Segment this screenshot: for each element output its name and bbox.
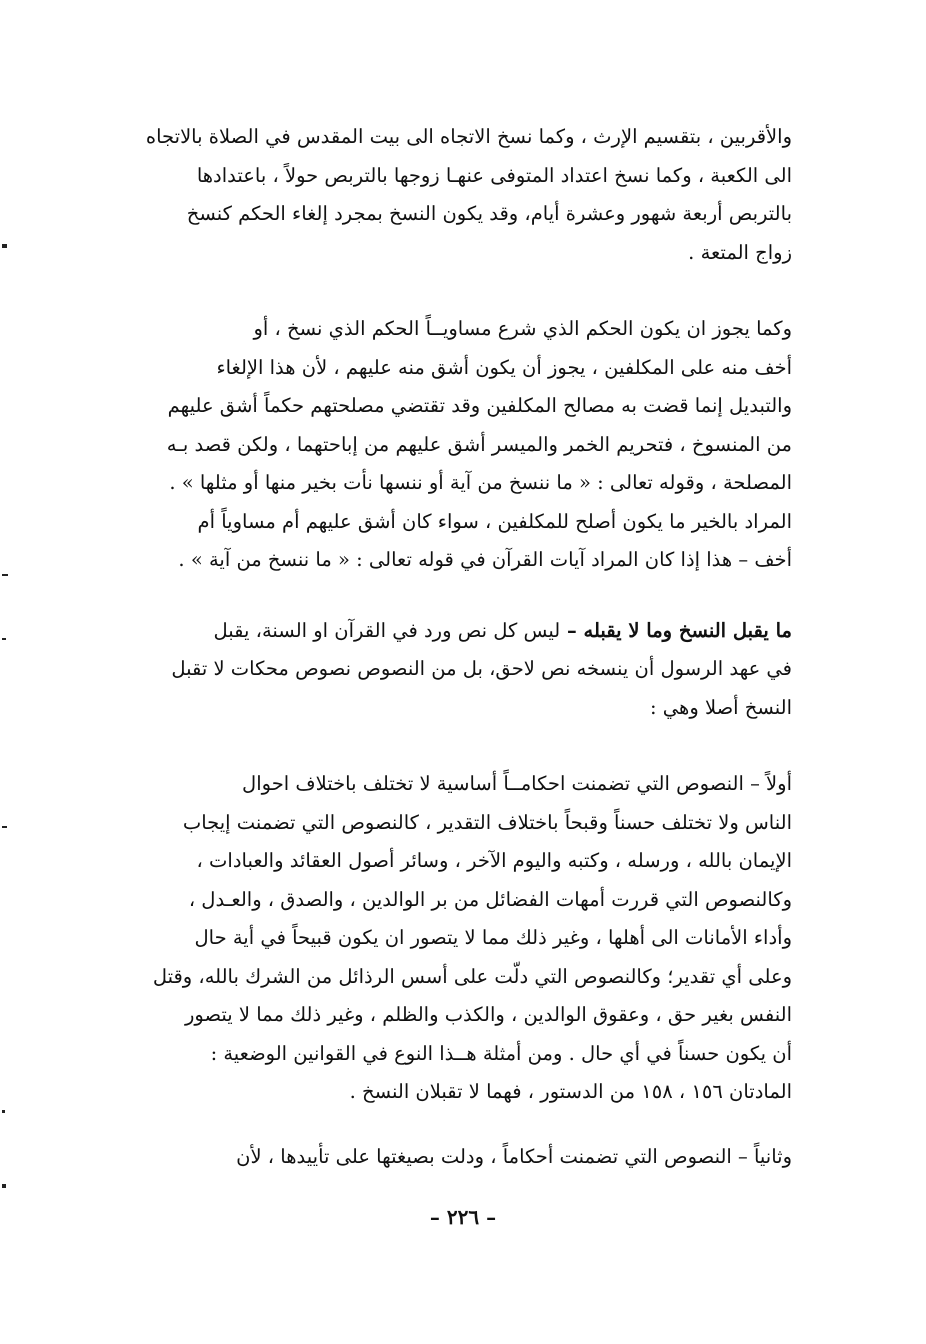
text-line: وأداء الأمانات الى أهلها ، وغير ذلك مما لا يتصور ان يكون قبيحاً في أية حال	[194, 926, 792, 949]
text-line: الإيمان بالله ، ورسله ، وكتبه واليوم الآخر ، وسائر أصول العقائد والعبادات ،	[196, 849, 792, 872]
paragraph	[140, 118, 792, 272]
section-heading: ما يقبل النسخ وما لا يقبله –	[560, 618, 792, 642]
text-line: أخف منه على المكلفين ، يجوز أن يكون أشق منه عليهم ، لأن هذا الإلغاء	[216, 355, 792, 379]
text-line: وكما يجوز ان يكون الحكم الذي شرع مساويــاً الحكم الذي نسخ ، أو	[253, 317, 792, 340]
text-line: والأقربين ، بتقسيم الإرث ، وكما نسخ الاتجاه الى بيت المقدس في الصلاة بالاتجاه	[145, 125, 792, 148]
margin-mark	[2, 574, 8, 576]
paragraph	[140, 1138, 792, 1177]
text-line: النفس بغير حق ، وعقوق الوالدين ، والكذب والظلم ، وغير ذلك مما لا يتصور	[185, 1003, 792, 1026]
text-line: المراد بالخير ما يكون أصلح للمكلفين ، سواء كان أشق عليهم أم مساوياً أم	[197, 509, 792, 533]
margin-mark	[2, 244, 7, 248]
text-line: أن يكون حسناً في أي حال . ومن أمثلة هــذا النوع في القوانين الوضعية :	[210, 1041, 792, 1065]
text-line: أخف – هذا إذا كان المراد آيات القرآن في قوله تعالى : « ما ننسخ من آية » .	[178, 548, 792, 571]
paragraph	[140, 310, 792, 580]
margin-mark	[2, 638, 6, 640]
paragraph	[140, 765, 792, 1112]
text-line: والتبديل إنما قضت به مصالح المكلفين وقد تقتضي مصلحتهم حكماً أشق عليهم	[167, 394, 792, 417]
text-line: زواج المتعة .	[688, 240, 792, 264]
text-line: وكالنصوص التي قررت أمهات الفضائل من بر الوالدين ، والصدق ، والعـدل ،	[188, 887, 792, 911]
text-line: النسخ أصلا وهي :	[650, 695, 792, 719]
text-line: أولاً – النصوص التي تضمنت احكامــاً أساسية لا تختلف باختلاف احوال	[242, 772, 792, 795]
text-line: وثانياً – النصوص التي تضمنت أحكاماً ، ودلت بصيغتها على تأييدها ، لأن	[236, 1144, 792, 1168]
text-line: الناس ولا تختلف حسناً وقبحاً باختلاف التقدير ، كالنصوص التي تضمنت إيجاب	[182, 810, 792, 834]
text-line: الى الكعبة ، وكما نسخ اعتداد المتوفى عنهـا زوجها بالتربص حولاً ، باعتدادها	[196, 163, 792, 187]
text-line: ليس كل نص ورد في القرآن او السنة، يقبل	[213, 618, 561, 642]
text-line: المصلحة ، وقوله تعالى : « ما ننسخ من آية أو ننسها نأت بخير منها أو مثلها » .	[169, 471, 792, 494]
margin-mark	[2, 826, 7, 828]
text-line: المادتان ١٥٦ ، ١٥٨ من الدستور ، فهما لا تقبلان النسخ .	[349, 1080, 792, 1103]
margin-mark	[2, 1184, 6, 1188]
text-line: وعلى أي تقدير؛ وكالنصوص التي دلّت على أسس الرذائل من الشرك بالله، وقتل	[152, 964, 792, 988]
text-line: من المنسوخ ، فتحريم الخمر والميسر أشق عليهم من إباحتهما ، ولكن قصد بـه	[166, 432, 792, 456]
text-line: في عهد الرسول أن ينسخه نص لاحق، بل من النصوص نصوص محكات لا تقبل	[171, 657, 792, 680]
body-text	[140, 118, 792, 1176]
page-number: – ٢٢٦ –	[429, 1205, 497, 1229]
margin-mark	[2, 1110, 5, 1113]
paragraph	[140, 612, 792, 728]
text-line: بالتربص أربعة شهور وعشرة أيام، وقد يكون النسخ بمجرد إلغاء الحكم كنسخ	[186, 202, 792, 225]
